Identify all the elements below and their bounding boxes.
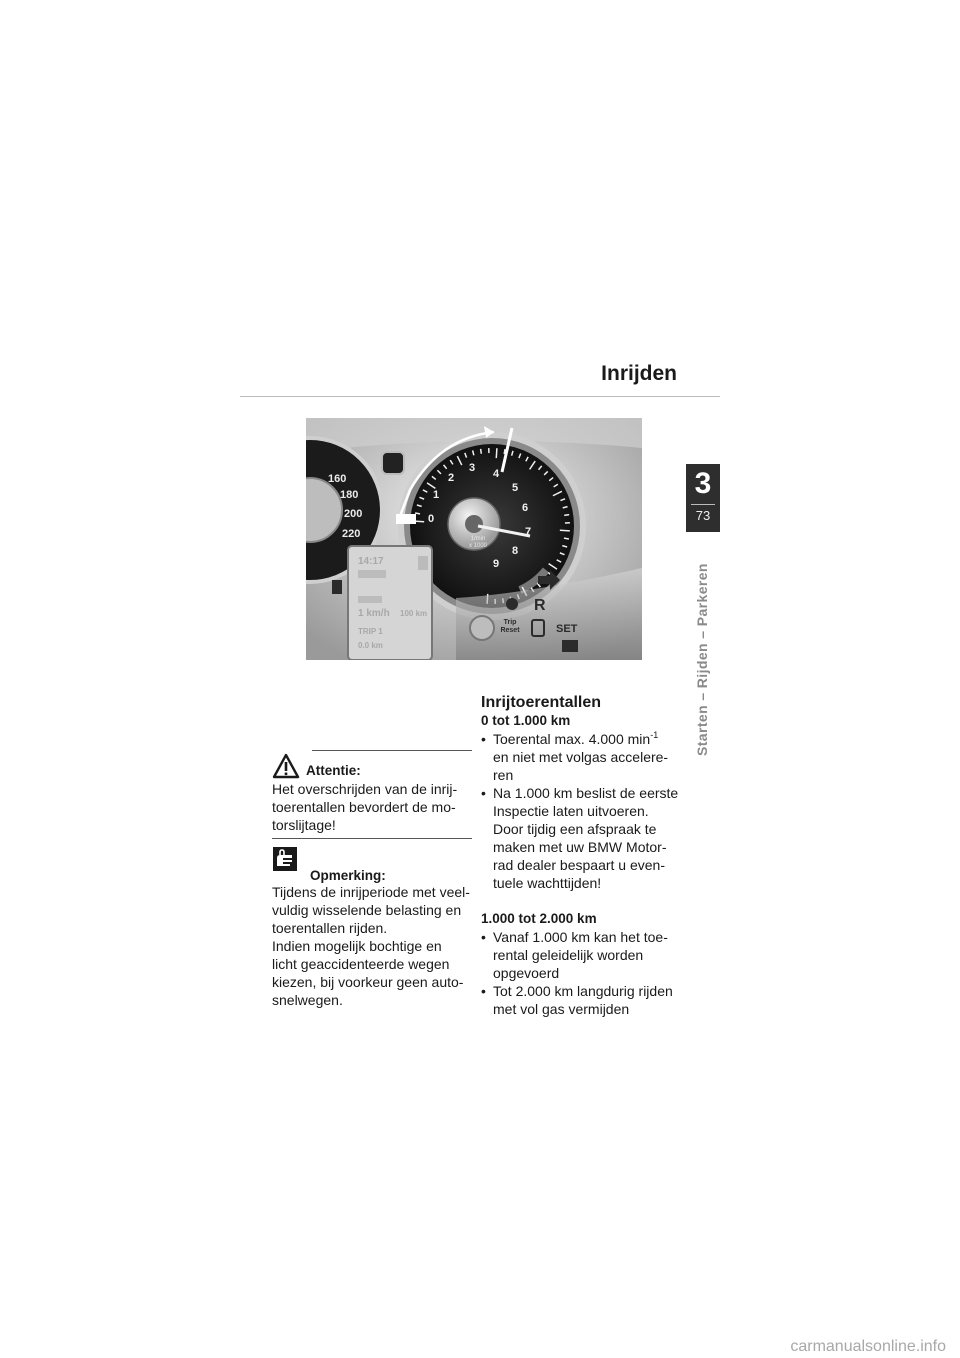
bullet-dot: • (481, 983, 486, 999)
rpm-sub-1000-2000: 1.000 tot 2.000 km (481, 911, 597, 926)
tacho-label-2: 2 (447, 472, 455, 484)
zero-marker (396, 514, 416, 524)
rpm-bullet-3 (481, 928, 691, 982)
rpm-bullet-2 (481, 784, 691, 892)
attention-text-line-3: torslijtage! (272, 817, 336, 833)
speedo-label-160: 160 (328, 473, 347, 485)
indicator-lamp (382, 452, 404, 474)
trip-label: Trip (503, 619, 517, 626)
bullet-dot: • (481, 929, 486, 945)
rpm-superscript: -1 (650, 730, 659, 740)
rpm-bullet-1-line-3: ren (493, 767, 514, 783)
lcd-km: 0.0 km (358, 641, 383, 650)
trip-reset-knob (470, 616, 494, 640)
chapter-number: 3 (694, 467, 712, 500)
tacho-tick (560, 530, 570, 531)
tacho-label-7: 7 (524, 526, 532, 538)
tacho-label-5: 5 (511, 482, 519, 494)
rpm-section-title: Inrijtoerentallen (481, 694, 602, 711)
header-rule (240, 396, 720, 397)
rpm-bullet-2-line-6: tuele wachttijden! (493, 875, 602, 891)
rpm-bullet-4 (481, 982, 691, 1018)
chapter-tab (686, 464, 720, 532)
bullet-dot: • (481, 785, 486, 801)
tacho-tick (415, 513, 420, 514)
remark-label: Opmerking: (310, 868, 386, 883)
tacho-tick (496, 448, 497, 458)
rpm-bullet-2-line-2: Inspectie laten uitvoeren. (493, 803, 649, 819)
tacho-tick (481, 449, 482, 454)
attention-top-rule (312, 750, 472, 751)
rpm-bullet-2-line-3: Door tijdig een afspraak te (493, 821, 657, 837)
attention-text-line-1: Het overschrijden van de inrij- (272, 781, 458, 797)
lcd-speed: 1 km/h (358, 608, 390, 619)
rpm-bullet-4-line-2: met vol gas vermijden (493, 1001, 630, 1017)
rpm-bullet-2-line-1: Na 1.000 km beslist de eerste (493, 785, 679, 801)
attention-text-line-2: toerentallen bevordert de mo- (272, 799, 456, 815)
rpm-list-1 (481, 730, 691, 892)
rpm-bullet-2-line-4: maken met uw BMW Motor- (493, 839, 667, 855)
tacho-label-3: 3 (468, 462, 476, 474)
speedo-label-180: 180 (340, 489, 359, 501)
instrument-cluster-photo (306, 418, 642, 660)
tacho-label-9: 9 (492, 558, 500, 570)
rpm-bullet-2-line-5: rad dealer bespaart u even- (493, 857, 665, 873)
fuel-icon-left (332, 580, 342, 594)
remark-box (272, 846, 472, 1009)
instrument-cluster-illustration (306, 418, 642, 660)
speedo-label-220: 220 (342, 528, 361, 540)
set-label: SET (556, 623, 578, 635)
note-hand-icon (272, 846, 298, 872)
tacho-tick (564, 515, 569, 516)
rpm-bullet-1-line-1: Toerental max. 4.000 min (493, 731, 651, 747)
remark-line-5: licht geaccidenteerde wegen (272, 956, 450, 972)
rpm-bullet-4-line-1: Tot 2.000 km langdurig rijden (493, 983, 673, 999)
lcd-distance: 100 km (400, 609, 428, 618)
rpm-bullet-1 (481, 730, 691, 784)
remark-line-1: Tijdens de inrijperiode met veel- (272, 884, 470, 900)
indicator-r: R (534, 597, 546, 614)
tacho-label-8: 8 (511, 545, 519, 557)
rpm-bullet-3-line-3: opgevoerd (493, 965, 560, 981)
chapter-side-label: Starten – Rijden – Parkeren (694, 563, 710, 756)
rpm-list-2 (481, 928, 691, 1018)
tacho-unit-top: 1/min (470, 536, 486, 542)
page-number: 73 (695, 508, 711, 523)
tacho-label-4: 4 (492, 468, 500, 480)
book-icon (562, 640, 578, 652)
attention-box (272, 750, 472, 839)
lcd-trip: TRIP 1 (358, 627, 383, 636)
tacho-label-6: 6 (521, 502, 529, 514)
attention-label: Attentie: (306, 763, 361, 778)
remark-line-6: kiezen, bij voorkeur geen auto- (272, 974, 464, 990)
section-title: Inrijden (601, 362, 677, 385)
reset-label: Reset (500, 627, 520, 634)
warning-triangle-icon (272, 753, 300, 779)
rpm-sub-0-1000: 0 tot 1.000 km (481, 713, 571, 728)
tacho-unit-bottom: x 1000 (468, 543, 488, 549)
remark-line-2: vuldig wisselende belasting en (272, 902, 462, 918)
rpm-bullet-3-line-2: rental geleidelijk worden (493, 947, 644, 963)
speedo-label-200: 200 (344, 508, 363, 520)
remark-line-3: toerentallen rijden. (272, 920, 388, 936)
remark-line-4: Indien mogelijk bochtige en (272, 938, 442, 954)
lcd-clock: 14:17 (358, 556, 384, 567)
tacho-label-0: 0 (427, 513, 435, 525)
rpm-section (481, 694, 691, 1018)
bullet-dot: • (481, 731, 486, 747)
rpm-bullet-1-line-2: en niet met volgas accelere- (493, 749, 669, 765)
indicator-dot (506, 598, 518, 610)
watermark: carmanualsonline.info (790, 1338, 946, 1355)
rpm-bullet-3-line-1: Vanaf 1.000 km kan het toe- (493, 929, 668, 945)
remark-line-7: snelwegen. (272, 992, 343, 1008)
tacho-tick (564, 538, 569, 539)
attention-bottom-rule (272, 838, 472, 839)
tacho-label-1: 1 (432, 489, 440, 501)
